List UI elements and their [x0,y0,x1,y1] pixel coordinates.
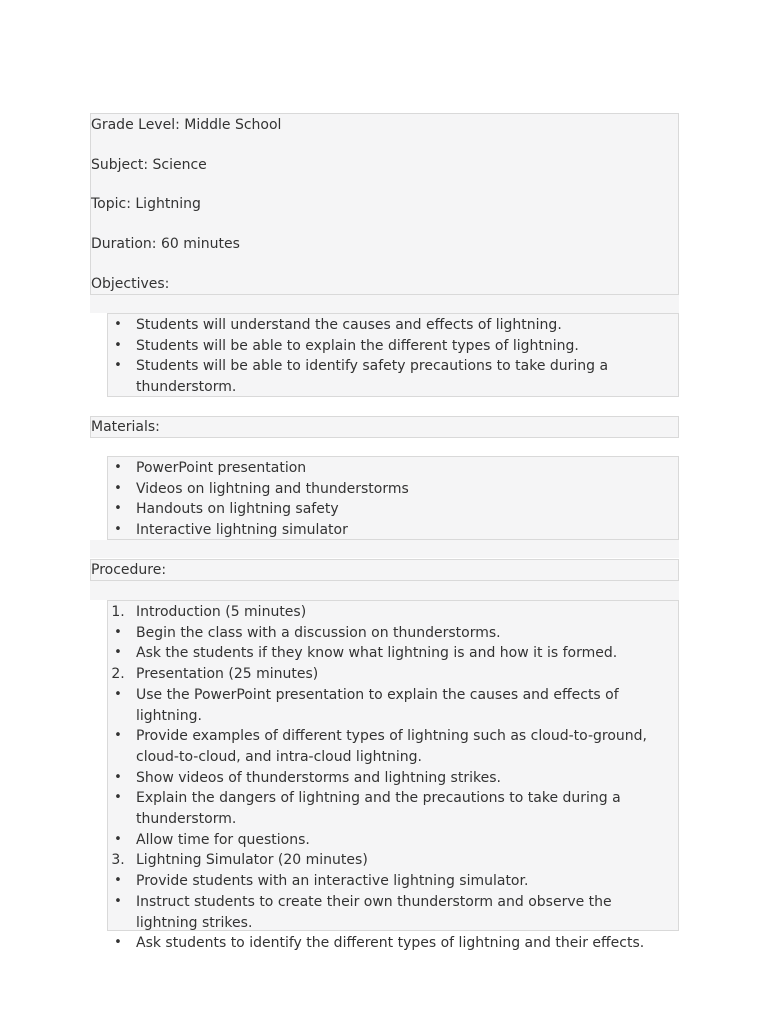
procedure-heading: Procedure: [91,562,167,578]
duration-text: Duration: 60 minutes [91,236,240,252]
list-item-text: Provide students with an interactive lightning simulator. [136,873,529,890]
list-item-text: Allow time for questions. [136,831,310,848]
list-item [108,623,678,644]
list-item-text: Interactive lightning simulator [136,522,348,539]
spacer-strip [90,540,679,558]
spacer-strip [90,581,679,600]
bullet-marker: • [114,624,122,640]
list-item [108,602,678,623]
procedure-list-panel [107,600,679,952]
list-item [108,685,678,726]
bullet-marker: • [114,460,122,475]
bullet-marker: • [114,769,122,785]
list-item [108,892,678,933]
list-item [108,520,678,541]
list-item-text: Presentation (25 minutes) [136,666,319,683]
list-item-text: Students will be able to identify safety precautions to take during a thunderstorm. [136,358,609,396]
list-item [108,479,678,500]
list-item-text: Ask students to identify the different types of lightning and their effects. [136,935,645,952]
lesson-header-panel [90,113,679,295]
bullet-marker: • [114,522,122,538]
bullet-marker: • [114,728,122,744]
list-item [108,458,678,479]
list-item [108,356,678,397]
list-item [108,850,678,871]
spacer-strip [90,295,679,313]
bullet-marker: • [114,645,122,661]
objectives-list-panel [107,313,679,397]
bullet-marker: • [114,501,122,517]
number-marker: 2. [111,666,125,683]
bullet-marker: • [114,893,122,909]
objectives-list [108,314,678,398]
list-item-text: PowerPoint presentation [136,460,307,476]
list-item-text: Instruct students to create their own thunderstorm and observe the lightning strikes. [136,893,612,931]
list-item-text: Show videos of thunderstorms and lightning strikes. [136,769,501,786]
objectives-heading: Objectives: [91,276,170,292]
list-item-text: Videos on lightning and thunderstorms [136,480,409,497]
materials-list [108,457,678,541]
procedure-heading-panel [90,559,679,581]
list-item [108,830,678,851]
bullet-marker: • [114,873,122,889]
list-item [108,499,678,520]
bullet-marker: • [114,337,122,353]
list-item-text: Explain the dangers of lightning and the precautions to take during a thunderstorm. [136,790,621,828]
list-item [108,336,678,357]
list-item-text: Use the PowerPoint presentation to explain the causes and effects of lightning. [136,686,619,724]
subject-text: Subject: Science [91,157,207,173]
topic-text: Topic: Lightning [91,196,201,212]
list-item-text: Students will be able to explain the different types of lightning. [136,337,579,354]
list-item [108,871,678,892]
list-item [108,933,678,954]
bullet-marker: • [114,480,122,496]
list-item-text: Handouts on lightning safety [136,501,339,518]
list-item [108,768,678,789]
procedure-list [108,601,678,954]
materials-heading-panel [90,416,679,438]
bullet-marker: • [114,358,122,374]
list-item-text: Provide examples of different types of lightning such as cloud-to-ground, cloud-to-cloud, and intra-cloud lightning. [136,728,647,765]
list-item [108,726,678,767]
list-item-text: Students will understand the causes and effects of lightning. [136,317,562,333]
materials-list-panel [107,456,679,540]
list-item-text: Begin the class with a discussion on thunderstorms. [136,624,501,641]
list-item-text: Introduction (5 minutes) [136,604,307,620]
bullet-marker: • [114,686,122,702]
number-marker: 1. [111,604,125,620]
bullet-marker: • [114,935,122,951]
bullet-marker: • [114,831,122,847]
number-marker: 3. [111,852,125,869]
grade-level-text: Grade Level: Middle School [91,117,282,133]
list-item-text: Ask the students if they know what lightning is and how it is formed. [136,645,618,662]
bullet-marker: • [114,317,122,332]
materials-heading: Materials: [91,419,160,435]
list-item [108,664,678,685]
list-item [108,643,678,664]
list-item [108,788,678,829]
list-item-text: Lightning Simulator (20 minutes) [136,852,368,869]
list-item [108,315,678,336]
bullet-marker: • [114,790,122,806]
